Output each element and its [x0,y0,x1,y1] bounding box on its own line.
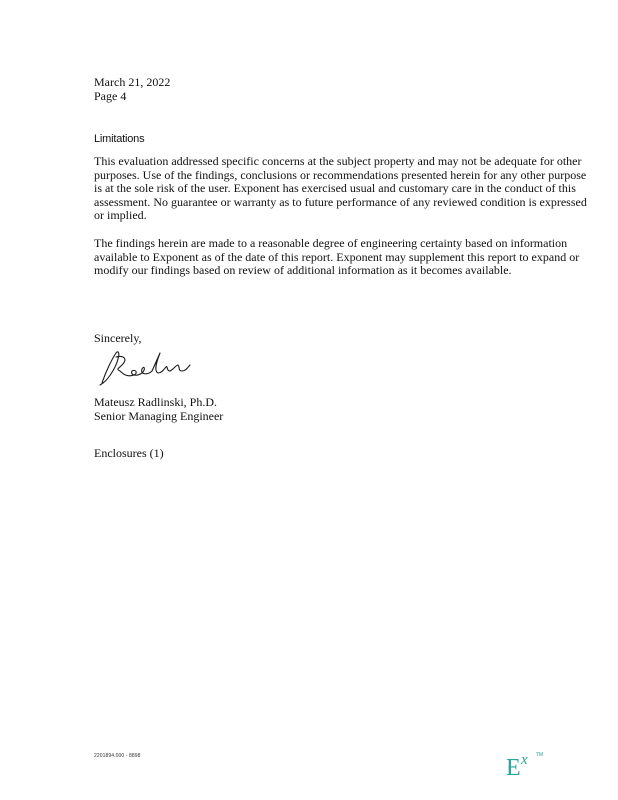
signer-name: Mateusz Radlinski, Ph.D. [94,395,217,409]
svg-text:x: x [521,752,528,768]
handwritten-signature [94,345,194,391]
page-number: Page 4 [94,88,127,103]
letter-date: March 21, 2022 [94,75,171,89]
svg-text:E: E [506,755,521,778]
closing-salutation: Sincerely, [94,331,142,345]
signature-block [94,396,594,423]
enclosures-note: Enclosures (1) [94,446,164,460]
svg-text:TM: TM [536,752,544,758]
limitations-paragraph-1: This evaluation addressed specific concerns at the subject property and may not be adequate for other purposes. Use of the findings, conclusions or recommendations presented herein for any other purpose is at the sole risk of the user. Exponent has exercised usual and customary care in the conduct of this assessment. No guarantee or warranty as to future performance of any reviewed condition is expressed or implied. [94,154,587,223]
limitations-heading: Limitations [94,133,145,145]
signer-title: Senior Managing Engineer [94,408,224,423]
document-code: 2201894.000 - 8898 [94,753,141,759]
exponent-logo-icon [504,746,554,778]
limitations-paragraph-2: The findings herein are made to a reasonable degree of engineering certainty based on information available to Exponent as of the date of this report. Exponent may supplement this report to expand or modify our findings based on review of additional information as it becomes available. [94,236,580,278]
letter-header [94,76,594,103]
